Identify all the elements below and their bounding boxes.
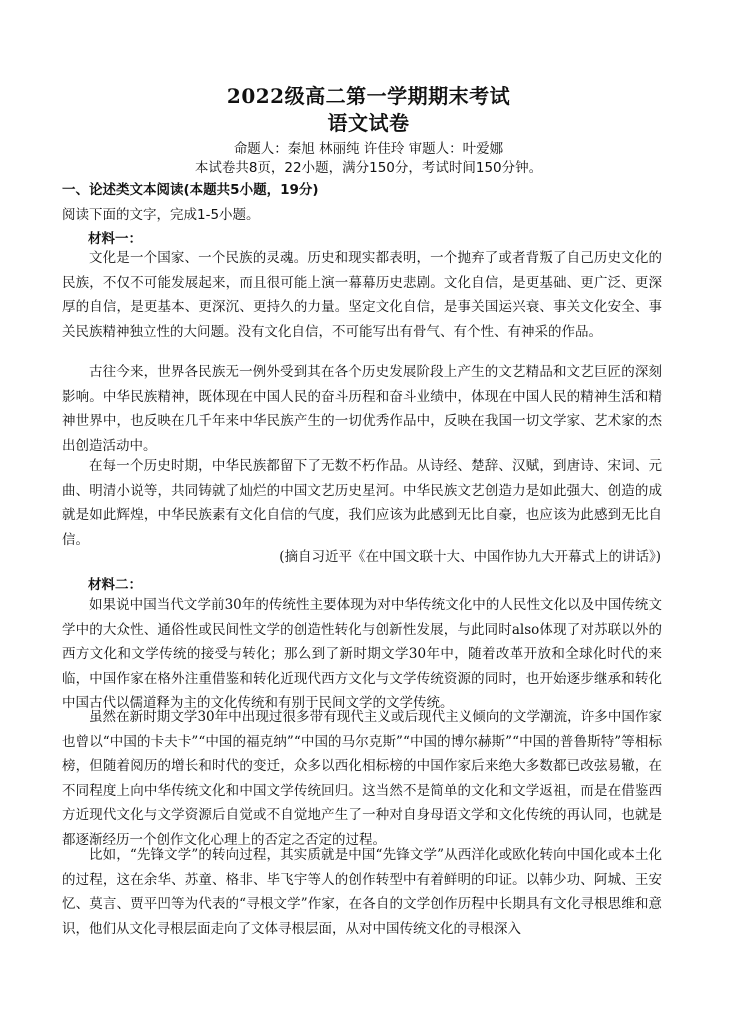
material-2-paragraph: 比如，“先锋文学”的转向过程，其实质就是中国“先锋文学”从西洋化或欧化转向中国化或本土化的过程，这在余华、苏童、格非、毕飞宇等人的创作转型中有着鲜明的印证。以韩少功、阿城、王安忆、莫言、贾平凹等为代表的“寻根文学”作家，在各自的文学创作历程中长期具有文化寻根思维和意识，他们从文化寻根层面走向了文体寻根层面，从对中国传统文化的寻根深入 [62, 847, 662, 937]
section-heading: 一、论述类文本阅读(本题共5小题，19分) [62, 182, 319, 198]
exam-subject: 语文试卷 [327, 111, 410, 135]
material-1-paragraph: 古往今来，世界各民族无一例外受到其在各个历史发展阶段上产生的文艺精品和文艺巨匠的深刻影响。中华民族精神，既体现在中国人民的奋斗历程和奋斗业绩中，体现在中国人民的精神生活和精神世界中，也反映在几千年来中华民族产生的一切优秀作品中，反映在我国一切文学家、艺术家的杰出创造活动中。 [62, 364, 662, 454]
material-2-paragraph: 如果说中国当代文学前30年的传统性主要体现为对中华传统文化中的人民性文化以及中国传统文学中的大众性、通俗性或民间性文学的创造性转化与创新性发展，与此同时also体现了对苏联以外的西方文化和文学传统的接受与转化；那么到了新时期文学30年中，随着改革开放和全球化时代的来临，中国作家在格外注重借鉴和转化近现代西方文化与文学传统资源的同时，也开始逐步继承和转化中国古代以儒道释为主的文化传统和有别于民间文学的文学传统。 [62, 597, 662, 712]
section-instruction: 阅读下面的文字，完成1-5小题。 [62, 207, 260, 223]
material-1-citation: (摘自习近平《在中国文联十大、中国作协九大开幕式上的讲话》) [279, 549, 661, 565]
material-1-paragraph: 在每一个历史时期，中华民族都留下了无数不朽作品。从诗经、楚辞、汉赋，到唐诗、宋词、元曲、明清小说等，共同铸就了灿烂的中国文艺历史星河。中华民族文艺创造力是如此强大、创造的成就是如此辉煌，中华民族素有文化自信的气度，我们应该为此感到无比自豪，也应该为此感到无比自信。 [62, 458, 662, 548]
material-1-paragraph: 文化是一个国家、一个民族的灵魂。历史和现实都表明，一个抛弃了或者背叛了自己历史文化的民族，不仅不可能发展起来，而且很可能上演一幕幕历史悲剧。文化自信，是更基础、更广泛、更深厚的自信，是更基本、更深沉、更持久的力量。坚定文化自信，是事关国运兴衰、事关文化安全、事关民族精神独立性的大问题。没有文化自信，不可能写出有骨气、有个性、有神采的作品。 [62, 250, 662, 340]
material-1-label: 材料一： [88, 231, 142, 247]
exam-info: 本试卷共8页，22小题，满分150分，考试时间150分钟。 [194, 160, 543, 176]
material-2-label: 材料二： [88, 577, 142, 593]
exam-authors: 命题人：秦旭 林丽纯 许佳玲 审题人：叶爱娜 [233, 141, 504, 157]
exam-title: 2022级高二第一学期期末考试 [226, 84, 511, 108]
material-2-paragraph: 虽然在新时期文学30年中出现过很多带有现代主义或后现代主义倾向的文学潮流，许多中国作家也曾以“中国的卡夫卡”“中国的福克纳”“中国的马尔克斯”“中国的博尔赫斯”“中国的普鲁斯特”等相标榜，但随着阅历的增长和时代的变迁，众多以西化相标榜的中国作家后来绝大多数都已改弦易辙，在不同程度上向中华传统文化和中国文学传统回归。这当然不是简单的文化和文学返祖，而是在借鉴西方近现代文化与文学资源后自觉或不自觉地产生了一种对自身母语文学和文化传统的再认同，也就是都逐渐经历一个创作文化心理上的否定之否定的过程。 [62, 709, 662, 848]
